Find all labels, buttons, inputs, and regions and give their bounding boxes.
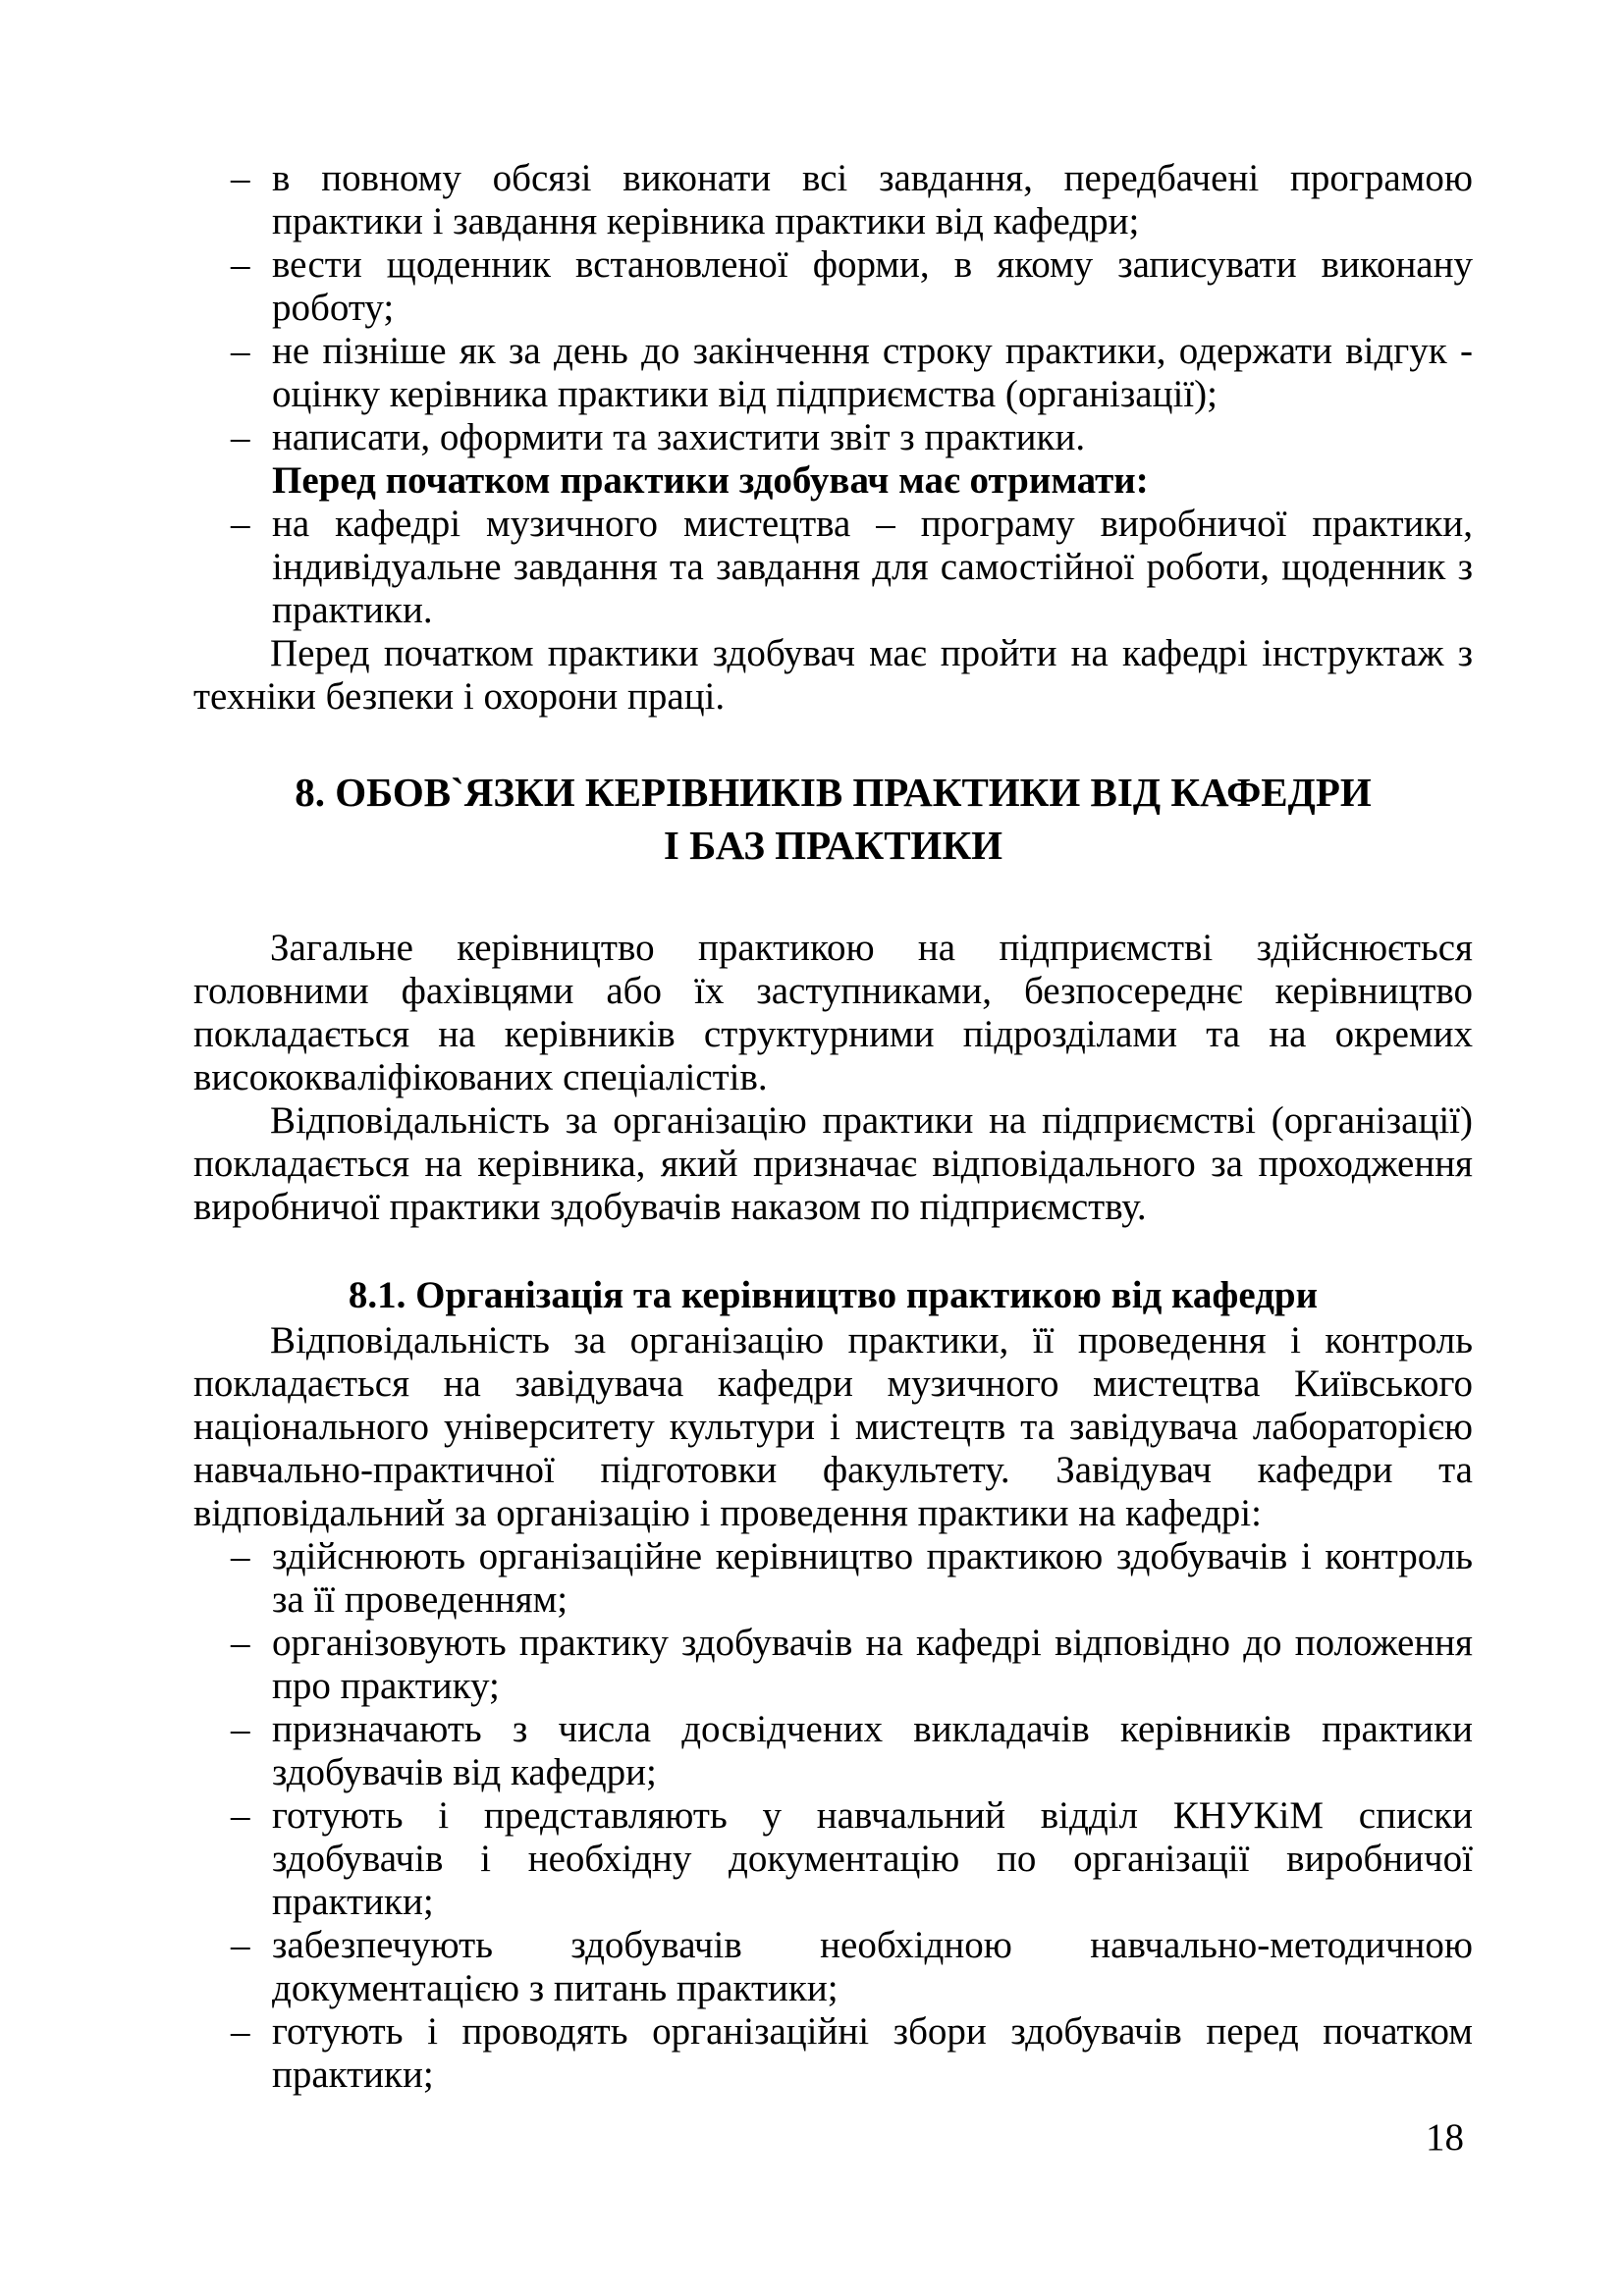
- text-line: навчально-практичної підготовки факультету. Завідувач кафедри та: [193, 1449, 1473, 1491]
- text-line: готують і проводять організаційні збори здобувачів перед початком: [272, 2010, 1473, 2053]
- text-line: Відповідальність за організацію практики, її проведення і контроль: [270, 1319, 1473, 1362]
- text-line: готують і представляють у навчальний відділ КНУКіМ списки: [272, 1794, 1473, 1837]
- text-line: техніки безпеки і охорони праці.: [193, 675, 726, 718]
- text-line: здобувачів від кафедри;: [272, 1751, 657, 1793]
- paragraph: [193, 1099, 1473, 1229]
- dash-bullet-icon: –: [231, 1924, 250, 1966]
- page-number: 18: [1426, 2116, 1464, 2159]
- heading-line: 8.1. Організація та керівництво практикою від кафедри: [348, 1274, 1319, 1316]
- paragraph: [193, 632, 1473, 719]
- list-item: [193, 157, 1473, 243]
- text-line: головними фахівцями або їх заступниками, безпосереднє керівництво: [193, 970, 1473, 1012]
- subsection-heading: [193, 1272, 1473, 1319]
- text-line: здійснюють організаційне керівництво практикою здобувачів і контроль: [272, 1535, 1473, 1577]
- text-line: Перед початком практики здобувач має пройти на кафедрі інструктаж з: [270, 632, 1473, 674]
- list-item: [193, 330, 1473, 416]
- list-item: [193, 2010, 1473, 2097]
- list-item: [193, 1794, 1473, 1924]
- dash-bullet-icon: –: [231, 2010, 250, 2053]
- text-line: документацією з питань практики;: [272, 1967, 839, 2009]
- text-line: в повному обсязі виконати всі завдання, передбачені програмою: [272, 157, 1473, 199]
- text-line: про практику;: [272, 1665, 500, 1707]
- heading-line: І БАЗ ПРАКТИКИ: [663, 823, 1003, 868]
- dash-bullet-icon: –: [231, 330, 250, 372]
- list-item: [193, 1924, 1473, 2010]
- list-item: [193, 1708, 1473, 1794]
- text-line: національного університету культури і мистецтв та завідувача лабораторією: [193, 1406, 1473, 1448]
- text-line: здобувачів і необхідну документацію по організації виробничої: [272, 1838, 1473, 1880]
- text-line: відповідальний за організацію і проведення практики на кафедрі:: [193, 1492, 1262, 1534]
- text-line: індивідуальне завдання та завдання для самостійної роботи, щоденник з: [272, 546, 1473, 588]
- text-line: Відповідальність за організацію практики на підприємстві (організації): [270, 1099, 1473, 1142]
- document-content: [193, 157, 1473, 2097]
- dash-bullet-icon: –: [231, 1794, 250, 1837]
- text-line: організовують практику здобувачів на кафедрі відповідно до положення: [272, 1622, 1473, 1664]
- dash-bullet-icon: –: [231, 243, 250, 286]
- text-line: оцінку керівника практики від підприємства (організації);: [272, 373, 1218, 415]
- text-line: покладається на завідувача кафедри музичного мистецтва Київського: [193, 1362, 1473, 1405]
- text-line: Загальне керівництво практикою на підприємстві здійснюється: [270, 927, 1473, 969]
- text-line: практики і завдання керівника практики від кафедри;: [272, 200, 1140, 242]
- dash-bullet-icon: –: [231, 1708, 250, 1750]
- paragraph: [193, 927, 1473, 1099]
- dash-bullet-icon: –: [231, 1622, 250, 1664]
- dash-bullet-icon: –: [231, 157, 250, 199]
- text-line: практики.: [272, 589, 433, 631]
- text-line: забезпечують здобувачів необхідною навчально-методичною: [272, 1924, 1473, 1966]
- section-heading: [193, 766, 1473, 872]
- text-line: вести щоденник встановленої форми, в якому записувати виконану: [272, 243, 1473, 286]
- text-line: практики;: [272, 2054, 434, 2096]
- dash-bullet-icon: –: [231, 1535, 250, 1577]
- list-item: [193, 416, 1473, 459]
- text-line: за її проведенням;: [272, 1578, 568, 1621]
- text-line: роботу;: [272, 287, 395, 329]
- text-line: не пізніше як за день до закінчення строку практики, одержати відгук -: [272, 330, 1473, 372]
- text-line: написати, оформити та захистити звіт з практики.: [272, 416, 1086, 458]
- text-line: виробничої практики здобувачів наказом по підприємству.: [193, 1186, 1147, 1228]
- paragraph: [193, 1319, 1473, 1535]
- dash-bullet-icon: –: [231, 416, 250, 458]
- list-item: [193, 503, 1473, 632]
- text-line: покладається на керівника, який призначає відповідального за проходження: [193, 1143, 1473, 1185]
- text-line: Перед початком практики здобувач має отримати:: [272, 459, 1149, 502]
- text-line: практики;: [272, 1881, 434, 1923]
- text-line: призначають з числа досвідчених викладачів керівників практики: [272, 1708, 1473, 1750]
- text-line: висококваліфікованих спеціалістів.: [193, 1056, 768, 1098]
- list-item: [193, 1535, 1473, 1622]
- dash-bullet-icon: –: [231, 503, 250, 545]
- text-line: покладається на керівників структурними підрозділами та на окремих: [193, 1013, 1473, 1055]
- heading-line: 8. ОБОВ`ЯЗКИ КЕРІВНИКІВ ПРАКТИКИ ВІД КАФЕДРИ: [295, 770, 1372, 815]
- text-line: на кафедрі музичного мистецтва – програму виробничої практики,: [272, 503, 1473, 545]
- list-item: [193, 1622, 1473, 1708]
- list-item: [193, 243, 1473, 330]
- bold-lead-line: [193, 459, 1473, 503]
